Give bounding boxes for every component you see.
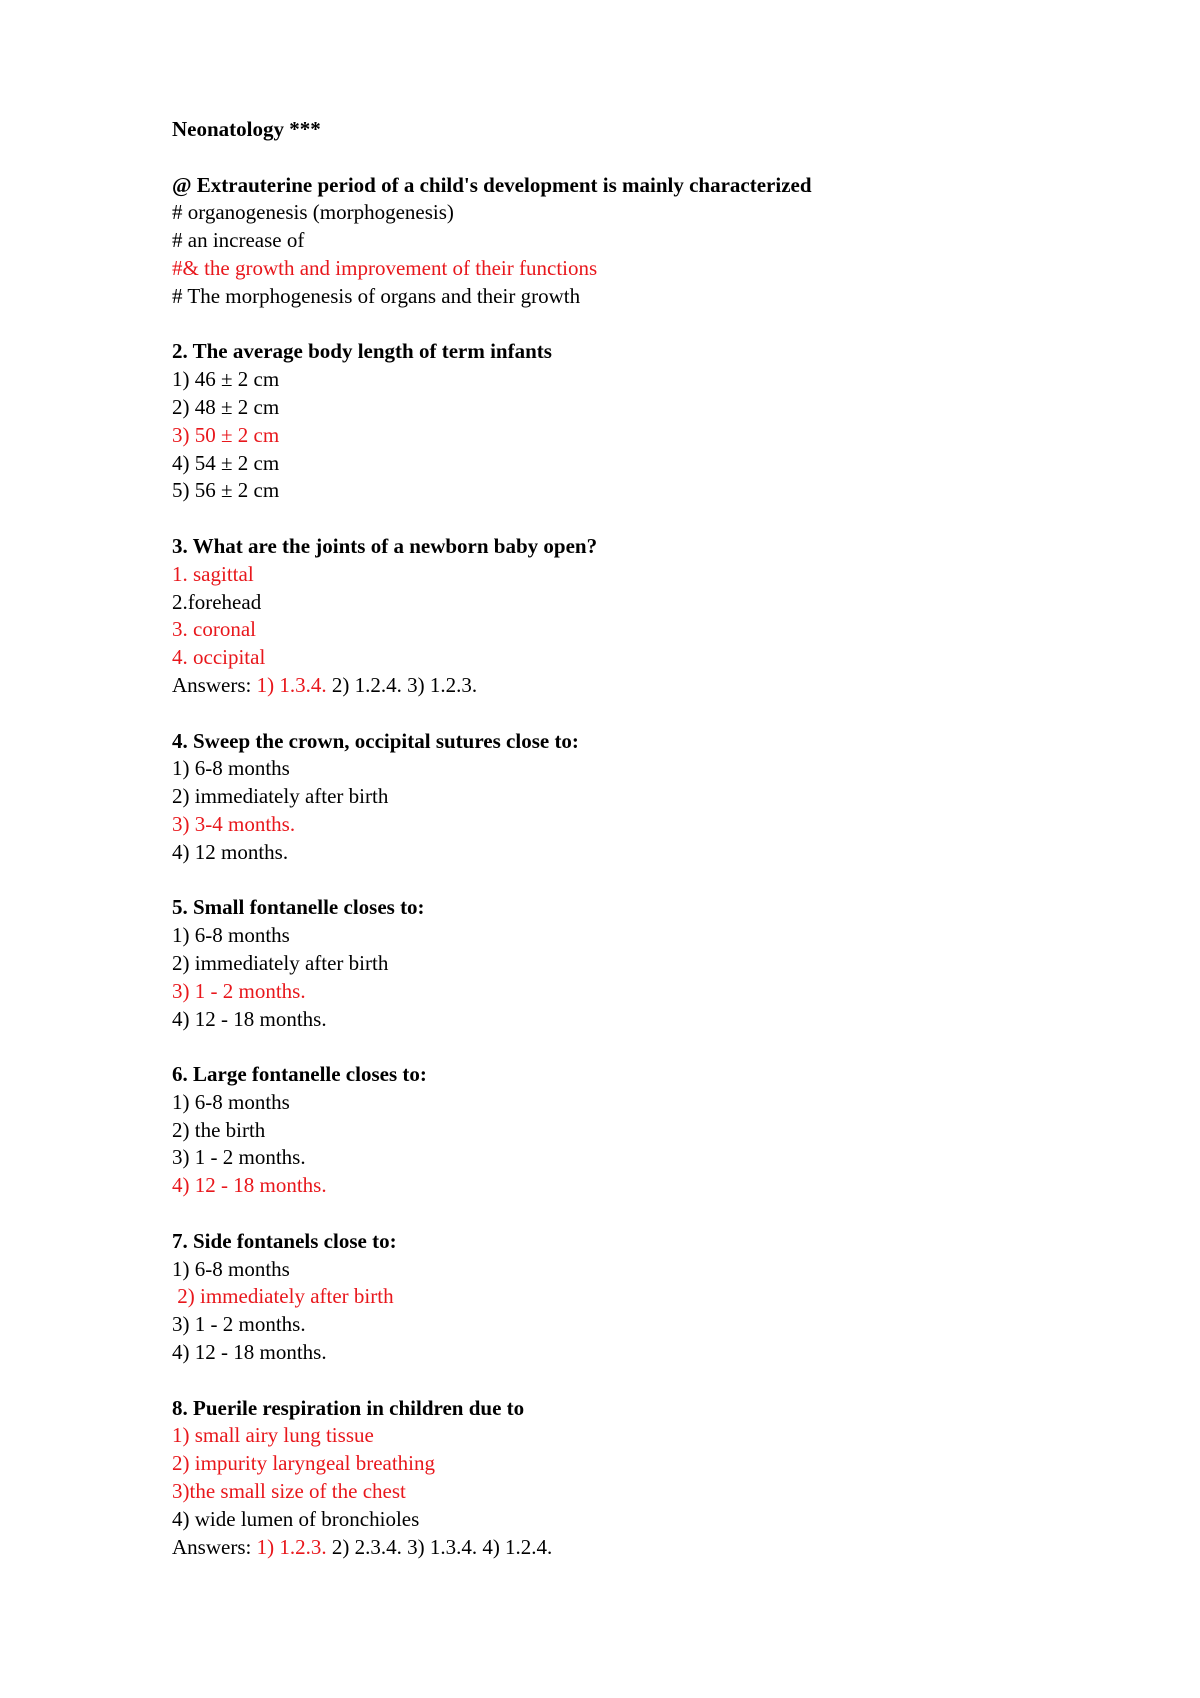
question-heading: 5. Small fontanelle closes to: — [172, 895, 425, 920]
answer-option: 4) 12 - 18 months. — [172, 1006, 327, 1031]
answer-option: 3) 1 - 2 months. — [172, 1312, 306, 1337]
question-block — [172, 1395, 1072, 1562]
blank-line — [172, 867, 1072, 895]
question-heading: @ Extrauterine period of a child's development is mainly characterized — [172, 172, 812, 197]
answers-line — [172, 1534, 1072, 1562]
answers-other-choices: 2) 1.2.4. 3) 1.2.3. — [326, 672, 478, 697]
answers-label: Answers: — [172, 1534, 257, 1559]
question-block — [172, 1228, 1072, 1367]
answer-option: 2) the birth — [172, 1117, 266, 1142]
question-heading: 2. The average body length of term infants — [172, 339, 552, 364]
answer-option-correct: 3)the small size of the chest — [172, 1479, 406, 1504]
answer-option: 2) 48 ± 2 cm — [172, 394, 280, 419]
question-heading: 8. Puerile respiration in children due to — [172, 1395, 525, 1420]
answer-option: 1) 6-8 months — [172, 1089, 290, 1114]
answer-option-correct: 4) 12 - 18 months. — [172, 1173, 327, 1198]
answer-option: 2.forehead — [172, 589, 262, 614]
answers-line — [172, 672, 1072, 700]
blank-line — [172, 1033, 1072, 1061]
answer-option: # an increase of — [172, 228, 305, 253]
answer-option: # organogenesis (morphogenesis) — [172, 200, 454, 225]
answers-correct-choice: 1) 1.3.4. — [256, 672, 327, 697]
answer-option: 1) 46 ± 2 cm — [172, 367, 280, 392]
answer-option: 1) 6-8 months — [172, 1256, 290, 1281]
answer-option: 4) 54 ± 2 cm — [172, 450, 280, 475]
answer-option: 1) 6-8 months — [172, 923, 290, 948]
answer-option: # The morphogenesis of organs and their growth — [172, 283, 581, 308]
question-block — [172, 1061, 1072, 1200]
answers-label: Answers: — [172, 672, 257, 697]
answer-option: 2) immediately after birth — [172, 784, 389, 809]
answer-option: 4) 12 months. — [172, 839, 289, 864]
answer-option: 2) immediately after birth — [172, 950, 389, 975]
answer-option-correct: 3) 50 ± 2 cm — [172, 422, 280, 447]
document-title: Neonatology *** — [172, 117, 321, 141]
question-block — [172, 894, 1072, 1033]
question-heading: 7. Side fontanels close to: — [172, 1228, 397, 1253]
document-body — [172, 116, 1072, 1561]
blank-line — [172, 700, 1072, 728]
question-block — [172, 533, 1072, 700]
answer-option-correct: 3) 3-4 months. — [172, 811, 296, 836]
answers-correct-choice: 1) 1.2.3. — [256, 1534, 327, 1559]
question-block — [172, 172, 1072, 311]
question-block — [172, 728, 1072, 867]
answer-option-correct: 1) small airy lung tissue — [172, 1423, 374, 1448]
answer-option-correct: #& the growth and improvement of their functions — [172, 255, 598, 280]
answer-option-correct: 2) immediately after birth — [172, 1284, 394, 1309]
answer-option-correct: 2) impurity laryngeal breathing — [172, 1451, 436, 1476]
answer-option-correct: 3) 1 - 2 months. — [172, 978, 306, 1003]
answer-option-correct: 1. sagittal — [172, 561, 254, 586]
answer-option-correct: 4. occipital — [172, 645, 266, 670]
question-heading: 6. Large fontanelle closes to: — [172, 1062, 427, 1087]
question-heading: 4. Sweep the crown, occipital sutures close to: — [172, 728, 579, 753]
blank-line — [172, 311, 1072, 339]
answer-option: 1) 6-8 months — [172, 756, 290, 781]
blank-line — [172, 1367, 1072, 1395]
blank-line — [172, 144, 1072, 172]
question-block — [172, 338, 1072, 505]
answer-option: 5) 56 ± 2 cm — [172, 478, 280, 503]
blank-line — [172, 1200, 1072, 1228]
question-list — [172, 144, 1072, 1562]
answer-option: 4) wide lumen of bronchioles — [172, 1506, 420, 1531]
answers-other-choices: 2) 2.3.4. 3) 1.3.4. 4) 1.2.4. — [326, 1534, 553, 1559]
answer-option: 3) 1 - 2 months. — [172, 1145, 306, 1170]
answer-option-correct: 3. coronal — [172, 617, 256, 642]
answer-option: 4) 12 - 18 months. — [172, 1340, 327, 1365]
question-heading: 3. What are the joints of a newborn baby open? — [172, 533, 598, 558]
blank-line — [172, 505, 1072, 533]
